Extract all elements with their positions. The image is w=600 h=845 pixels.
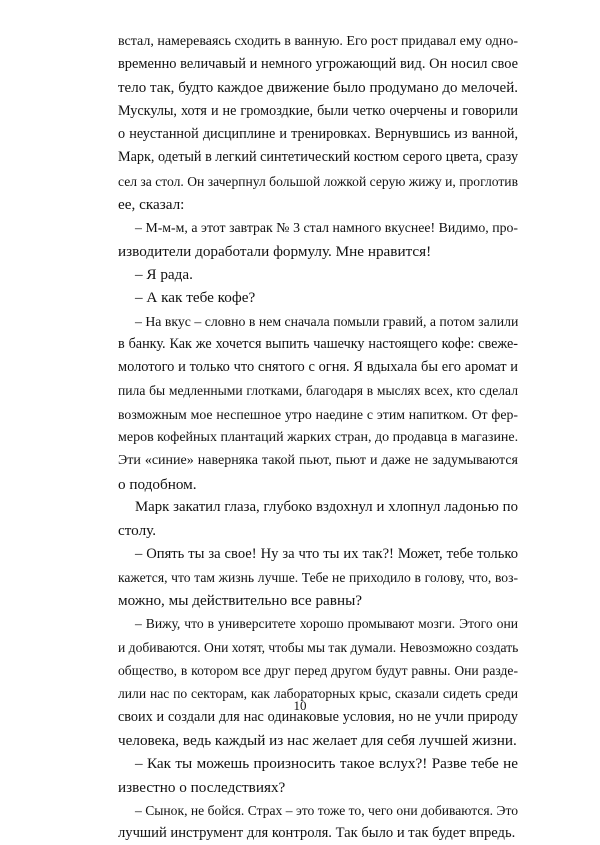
page-number: 10 xyxy=(293,698,307,713)
text-line: – А как тебе кофе? xyxy=(135,289,256,307)
text-line: лили нас по секторам, как лабораторных крыс, сказали сидеть среди xyxy=(118,686,518,702)
text-line: молотого и только что снятого с огня. Я вдыхала бы его аромат и xyxy=(118,359,518,376)
text-line: пила бы медленными глотками, благодаря в мыслях всех, кто сделал xyxy=(118,383,518,399)
text-line: и добиваются. Они хотят, чтобы мы так думали. Невозможно создать xyxy=(118,639,519,655)
text-line: столу. xyxy=(118,522,157,540)
text-line: можно, мы действительно все равны? xyxy=(118,592,363,610)
text-line: – Как ты можешь произносить такое вслух?! Разве тебе не xyxy=(135,755,518,773)
text-line: встал, намереваясь сходить в ванную. Его рост придавал ему одно- xyxy=(118,34,519,49)
text-line: Мускулы, хотя и не громоздкие, были четко очерчены и говорили xyxy=(118,102,518,119)
text-line: – Вижу, что в университете хорошо промывают мозги. Этого они xyxy=(135,616,518,632)
text-line: меров кофейных плантаций жарких стран, до продавца в магазине. xyxy=(118,430,519,446)
text-line: о подобном. xyxy=(118,475,197,493)
text-line: общество, в котором все друг перед другом будут равны. Они разде- xyxy=(118,663,518,679)
body-text xyxy=(118,30,518,845)
text-line: лучший инструмент для контроля. Так было и так будет впредь. xyxy=(118,825,516,842)
text-line: временно величавый и немного угрожающий вид. Он носил свое xyxy=(118,56,518,73)
text-line: Эти «синие» наверняка такой пьют, пьют и даже не задумываются xyxy=(118,453,518,469)
text-line: Марк, одетый в легкий синтетический костюм серого цвета, сразу xyxy=(118,149,519,166)
text-line: – На вкус – словно в нем сначала помыли гравий, а потом залили xyxy=(135,313,519,329)
text-line: – Сынок, не бойся. Страх – это тоже то, чего они добиваются. Это xyxy=(135,802,518,818)
text-line: – М-м-м, а этот завтрак № 3 стал намного вкуснее! Видимо, про- xyxy=(135,220,518,236)
text-line: ее, сказал: xyxy=(118,196,185,214)
text-line: тело так, будто каждое движение было продумано до мелочей. xyxy=(118,79,518,96)
text-line: изводители доработали формулу. Мне нравится! xyxy=(118,242,432,260)
text-line: известно о последствиях? xyxy=(118,778,286,796)
text-line: человека, ведь каждый из нас желает для себя лучшей жизни. xyxy=(118,731,517,749)
text-line: сел за стол. Он зачерпнул большой ложкой серую жижу и, проглотив xyxy=(118,173,518,189)
text-line: о неустанной дисциплине и тренировках. Вернувшись из ванной, xyxy=(118,126,518,143)
text-line: своих и создали для нас одинаковые условия, но не учли природу xyxy=(118,708,518,725)
text-line: кажется, что там жизнь лучше. Тебе не приходило в голову, что, воз- xyxy=(118,569,518,585)
text-line: – Я рада. xyxy=(135,265,193,283)
text-line: возможным мое неспешное утро наедине с этим напитком. От фер- xyxy=(118,406,518,422)
text-line: в банку. Как же хочется выпить чашечку настоящего кофе: свеже- xyxy=(118,335,518,352)
text-line: – Опять ты за свое! Ну за что ты их так?! Может, тебе только xyxy=(135,545,518,562)
text-line: Марк закатил глаза, глубоко вздохнул и хлопнул ладонью по xyxy=(135,498,518,515)
